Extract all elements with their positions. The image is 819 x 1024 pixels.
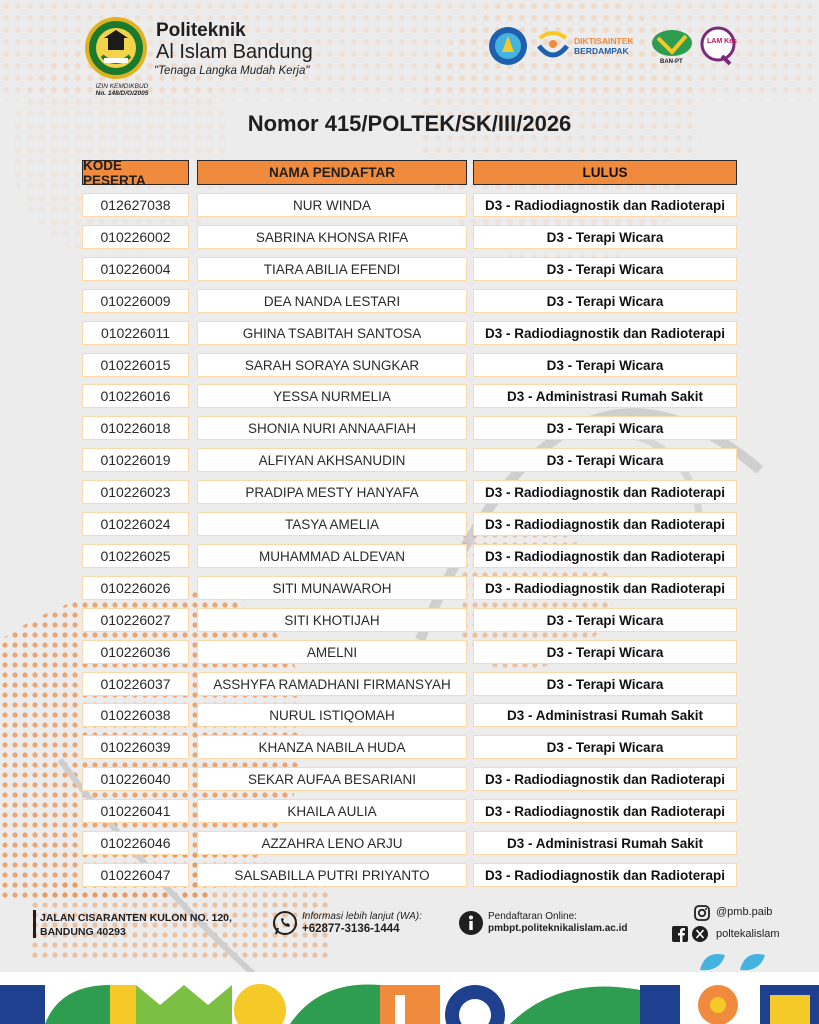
registration-url[interactable]: pmbpt.politeknikalislam.ac.id [488,923,628,934]
permit-line2: No. 148/D/O/2005 [95,90,149,97]
cell-lulus: D3 - Radiodiagnostik dan Radioterapi [473,480,737,504]
cell-lulus: D3 - Radiodiagnostik dan Radioterapi [473,767,737,791]
cell-lulus: D3 - Radiodiagnostik dan Radioterapi [473,193,737,217]
cell-kode-peserta: 010226025 [82,544,189,568]
cell-nama-pendaftar: NUR WINDA [197,193,467,217]
cell-nama-pendaftar: SALSABILLA PUTRI PRIYANTO [197,863,467,887]
cell-lulus: D3 - Radiodiagnostik dan Radioterapi [473,863,737,887]
whatsapp-icon [272,910,298,936]
cell-nama-pendaftar: TIARA ABILIA EFENDI [197,257,467,281]
cell-kode-peserta: 010226024 [82,512,189,536]
cell-lulus: D3 - Terapi Wicara [473,289,737,313]
cell-kode-peserta: 010226023 [82,480,189,504]
cell-nama-pendaftar: SEKAR AUFAA BESARIANI [197,767,467,791]
institution-name-line2: Al Islam Bandung [156,41,313,63]
cell-kode-peserta: 010226040 [82,767,189,791]
cell-nama-pendaftar: SITI KHOTIJAH [197,608,467,632]
instagram-icon [694,905,710,921]
banpt-text: BAN-PT [660,59,683,65]
cell-lulus: D3 - Radiodiagnostik dan Radioterapi [473,544,737,568]
address-line1: JALAN CISARANTEN KULON NO. 120, [40,912,232,924]
cell-lulus: D3 - Terapi Wicara [473,353,737,377]
cell-kode-peserta: 010226038 [82,703,189,727]
institution-name-line1: Politeknik [156,20,246,41]
info-phone[interactable]: +62877-3136-1444 [302,923,400,935]
cell-nama-pendaftar: AMELNI [197,640,467,664]
cell-lulus: D3 - Terapi Wicara [473,672,737,696]
cell-lulus: D3 - Terapi Wicara [473,608,737,632]
cell-nama-pendaftar: KHAILA AULIA [197,799,467,823]
document-number: Nomor 415/POLTEK/SK/III/2026 [247,111,572,136]
lamkes-logo [700,26,736,66]
cell-lulus: D3 - Radiodiagnostik dan Radioterapi [473,576,737,600]
header-kode-peserta: KODE PESERTA [82,160,189,185]
cell-lulus: D3 - Terapi Wicara [473,416,737,440]
cell-nama-pendaftar: MUHAMMAD ALDEVAN [197,544,467,568]
permit-line1: IZIN KEMDIKBUD [95,83,149,90]
cell-nama-pendaftar: AZZAHRA LENO ARJU [197,831,467,855]
instagram-handle[interactable]: @pmb.paib [716,906,773,918]
cell-kode-peserta: 010226019 [82,448,189,472]
cell-kode-peserta: 010226027 [82,608,189,632]
cell-kode-peserta: 010226039 [82,735,189,759]
cell-nama-pendaftar: KHANZA NABILA HUDA [197,735,467,759]
cell-kode-peserta: 010226018 [82,416,189,440]
cell-nama-pendaftar: ASSHYFA RAMADHANI FIRMANSYAH [197,672,467,696]
cell-lulus: D3 - Terapi Wicara [473,640,737,664]
lamkes-text: LAM Kes [707,38,737,45]
diktisaintek-text-line1: DIKTISAINTEK [574,36,634,46]
cell-kode-peserta: 010226016 [82,384,189,408]
cell-kode-peserta: 010226009 [82,289,189,313]
cell-kode-peserta: 010226011 [82,321,189,345]
cell-kode-peserta: 010226041 [82,799,189,823]
cell-lulus: D3 - Terapi Wicara [473,225,737,249]
facebook-icon [672,926,688,942]
cell-lulus: D3 - Administrasi Rumah Sakit [473,831,737,855]
address-bar [33,910,36,938]
cell-lulus: D3 - Terapi Wicara [473,735,737,759]
cell-kode-peserta: 010226046 [82,831,189,855]
diktisaintek-text [574,36,634,56]
institution-tagline: "Tenaga Langka Mudah Kerja" [154,65,310,77]
cell-kode-peserta: 010226036 [82,640,189,664]
cell-nama-pendaftar: TASYA AMELIA [197,512,467,536]
info-label: Informasi lebih lanjut (WA): [302,911,422,922]
header-nama-pendaftar: NAMA PENDAFTAR [197,160,467,185]
cell-kode-peserta: 010226004 [82,257,189,281]
address-line2: BANDUNG 40293 [40,926,126,938]
cell-lulus: D3 - Radiodiagnostik dan Radioterapi [473,512,737,536]
info-icon [458,910,484,936]
diktisaintek-logo [536,28,570,64]
cell-lulus: D3 - Administrasi Rumah Sakit [473,384,737,408]
facebook-x-handle[interactable]: poltekalislam [716,928,780,940]
header-lulus: LULUS [473,160,737,185]
institution-logo-block [84,16,324,100]
cell-kode-peserta: 010226026 [82,576,189,600]
cell-lulus: D3 - Radiodiagnostik dan Radioterapi [473,321,737,345]
institution-seal [84,16,148,80]
address [40,911,270,939]
x-icon [692,926,708,942]
cell-nama-pendaftar: SABRINA KHONSA RIFA [197,225,467,249]
cell-kode-peserta: 010226015 [82,353,189,377]
cell-lulus: D3 - Radiodiagnostik dan Radioterapi [473,799,737,823]
cell-nama-pendaftar: DEA NANDA LESTARI [197,289,467,313]
banpt-logo [650,28,694,58]
cell-nama-pendaftar: NURUL ISTIQOMAH [197,703,467,727]
cell-nama-pendaftar: PRADIPA MESTY HANYAFA [197,480,467,504]
tut-wuri-logo [488,26,528,66]
cell-nama-pendaftar: GHINA TSABITAH SANTOSA [197,321,467,345]
cell-lulus: D3 - Terapi Wicara [473,448,737,472]
registration-label: Pendaftaran Online: [488,911,577,922]
cell-lulus: D3 - Terapi Wicara [473,257,737,281]
cell-kode-peserta: 012627038 [82,193,189,217]
diktisaintek-text-line2: BERDAMPAK [574,46,629,56]
cell-kode-peserta: 010226002 [82,225,189,249]
permit-text [87,83,157,97]
cell-nama-pendaftar: SHONIA NURI ANNAAFIAH [197,416,467,440]
cell-kode-peserta: 010226037 [82,672,189,696]
cell-nama-pendaftar: SARAH SORAYA SUNGKAR [197,353,467,377]
partner-logos [488,26,738,70]
cell-lulus: D3 - Administrasi Rumah Sakit [473,703,737,727]
cell-nama-pendaftar: YESSA NURMELIA [197,384,467,408]
cell-nama-pendaftar: SITI MUNAWAROH [197,576,467,600]
cell-nama-pendaftar: ALFIYAN AKHSANUDIN [197,448,467,472]
cell-kode-peserta: 010226047 [82,863,189,887]
